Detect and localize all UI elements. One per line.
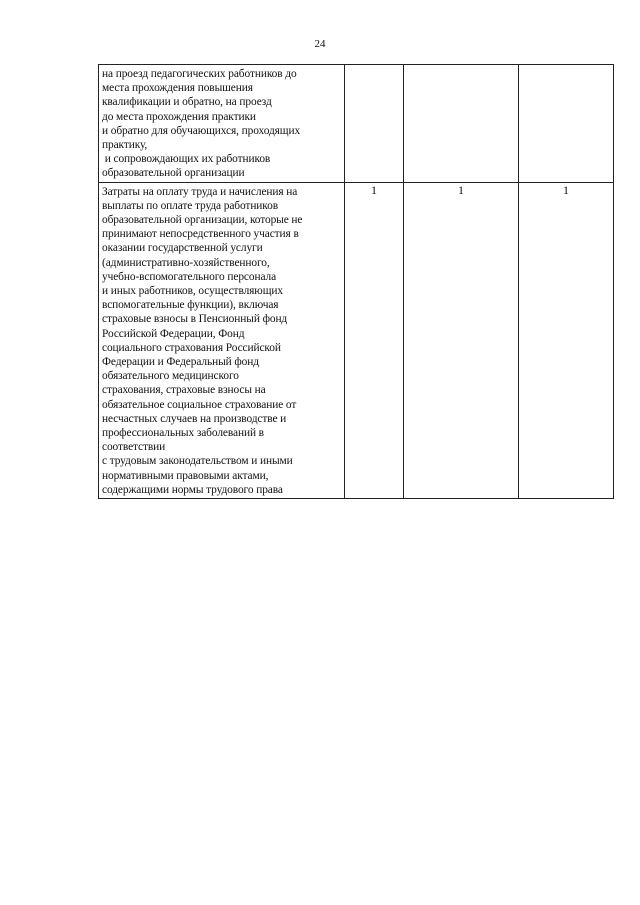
description-line: обязательного медицинского	[102, 370, 239, 383]
description-line: обязательное социальное страхование от	[102, 398, 297, 411]
description-line: с трудовым законодательством и иными	[102, 455, 293, 468]
description-line: оказании государственной услуги	[102, 242, 263, 255]
description-line: страхования, страховые взносы на	[102, 384, 266, 397]
row-description-cell	[99, 65, 345, 183]
description-line: и обратно для обучающихся, проходящих	[102, 124, 301, 137]
description-line: выплаты по оплате труда работников	[102, 199, 279, 212]
cell-value: 1	[458, 182, 464, 197]
description-line: на проезд педагогических работников до	[102, 68, 297, 80]
description-line: практику,	[102, 139, 148, 152]
value-cell-2	[404, 182, 519, 498]
value-cell-3	[519, 65, 614, 183]
description-line: до места прохождения практики	[102, 110, 256, 123]
description-line: вспомогательные функции), включая	[102, 299, 279, 312]
document-table	[98, 64, 614, 499]
value-cell-3	[519, 182, 614, 498]
description-line: несчастных случаев на производстве и	[102, 412, 287, 425]
description-line: соответствии	[102, 441, 166, 454]
description-line: Российской Федерации, Фонд	[102, 327, 245, 340]
cell-value: 1	[371, 182, 377, 197]
value-cell-2	[404, 65, 519, 183]
description-line: образовательной организации, которые не	[102, 214, 303, 227]
table-row	[99, 182, 614, 498]
page-number: 24	[314, 38, 326, 50]
table-row	[99, 65, 614, 183]
value-cell-1	[345, 182, 404, 498]
description-line: Затраты на оплату труда и начисления на	[102, 185, 298, 198]
description-line: нормативными правовыми актами,	[102, 469, 269, 482]
description-line: образовательной организации	[102, 167, 245, 180]
description-line: и сопровождающих их работников	[102, 153, 271, 166]
description-line: Федерации и Федеральный фонд	[102, 356, 259, 369]
description-line: квалификации и обратно, на проезд	[102, 96, 272, 109]
value-cell-1	[345, 65, 404, 183]
cell-value: 1	[563, 182, 569, 197]
description-line: места прохождения повышения	[102, 82, 253, 95]
description-line: принимают непосредственного участия в	[102, 228, 299, 241]
description-line: социального страхования Российской	[102, 341, 281, 354]
description-line: страховые взносы в Пенсионный фонд	[102, 313, 288, 326]
description-line: (административно-хозяйственного,	[102, 256, 270, 269]
description-line: профессиональных заболеваний в	[102, 427, 264, 440]
row-description-cell	[99, 182, 345, 498]
description-line: учебно-вспомогательного персонала	[102, 270, 277, 283]
description-line: содержащими нормы трудового права	[102, 483, 283, 496]
description-line: и иных работников, осуществляющих	[102, 285, 283, 298]
